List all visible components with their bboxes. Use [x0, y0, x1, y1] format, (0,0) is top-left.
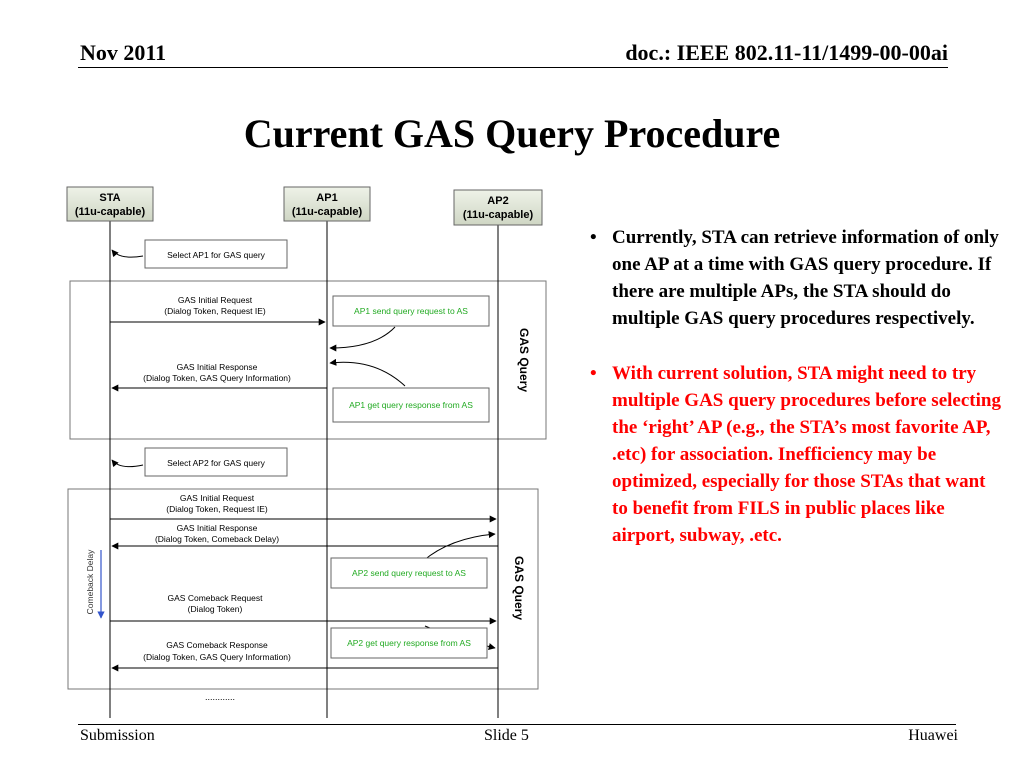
- msg-g1-req-l2: (Dialog Token, Request IE): [164, 306, 266, 316]
- note-select-ap1-text: Select AP1 for GAS query: [167, 250, 265, 260]
- group-label-1: GAS Query: [517, 327, 531, 393]
- note-select-ap2-text: Select AP2 for GAS query: [167, 458, 265, 468]
- header-rule: [78, 67, 948, 68]
- footer-submission: Submission: [80, 727, 155, 744]
- msg-g2-cb-req-l2: (Dialog Token): [187, 604, 243, 614]
- msg-g2-cb-resp-l2: (Dialog Token, GAS Query Information): [143, 652, 291, 662]
- ellipsis: ............: [204, 692, 236, 702]
- note-ap2-send-text: AP2 send query request to AS: [352, 568, 466, 578]
- self-arrow-select-ap2: [112, 460, 143, 467]
- bullet-item-1: [590, 224, 1005, 332]
- msg-g2-cb-req-l1: GAS Comeback Request: [167, 593, 263, 603]
- msg-g2-resp-l2: (Dialog Token, Comeback Delay): [154, 534, 280, 544]
- sta-entity-name: STA: [99, 192, 121, 204]
- header-doc-id: doc.: IEEE 802.11-11/1499-00-00ai: [625, 40, 948, 65]
- note-ap1-send-text: AP1 send query request to AS: [354, 306, 468, 316]
- bullet-dot: •: [590, 363, 597, 384]
- ap1-entity-name: AP1: [316, 192, 338, 204]
- slide-title: Current GAS Query Procedure: [243, 111, 781, 156]
- msg-g2-cb-resp-l1: GAS Comeback Response: [166, 640, 268, 650]
- ap1-entity-box: [284, 187, 370, 221]
- msg-g1-resp-l2: (Dialog Token, GAS Query Information): [143, 373, 291, 383]
- ap1-entity-sub: (11u-capable): [291, 206, 363, 218]
- gas-sequence-diagram: [55, 178, 555, 718]
- msg-g2-resp-l1: GAS Initial Response: [176, 523, 258, 533]
- ap2-entity-name: AP2: [487, 195, 509, 207]
- bullet-item-2: [590, 360, 1005, 549]
- bullet-text-2: With current solution, STA might need to try multiple GAS query procedures before selecting the ‘right’ AP (e.g., the STA’s most favorite AP, .etc) for association. Inefficiency may be optimized, especially for those STAs that want to benefit from FILS in public places like airport, subway, .etc.: [612, 363, 1001, 546]
- msg-g1-resp-l1: GAS Initial Response: [176, 362, 258, 372]
- msg-g2-req-l2: (Dialog Token, Request IE): [166, 504, 268, 514]
- note-ap1-get-text: AP1 get query response from AS: [349, 400, 473, 410]
- header-date: Nov 2011: [80, 40, 167, 65]
- footer-rule: [78, 724, 956, 725]
- footer-company: Huawei: [908, 727, 958, 744]
- bullet-text-1: Currently, STA can retrieve information of only one AP at a time with GAS query procedure. If there are multiple APs, the STA should do multiple GAS query procedures respectively.: [612, 227, 999, 329]
- sta-entity-box: [67, 187, 153, 221]
- comeback-delay-label: Comeback Delay: [85, 549, 95, 615]
- self-arrow-select-ap1: [112, 250, 143, 257]
- footer-slide-number: Slide 5: [484, 727, 529, 744]
- sta-entity-sub: (11u-capable): [74, 206, 146, 218]
- group-label-2: GAS Query: [512, 555, 526, 621]
- bullet-dot: •: [590, 227, 597, 248]
- msg-g1-req-l1: GAS Initial Request: [177, 295, 253, 305]
- ap2-entity-sub: (11u-capable): [462, 209, 534, 221]
- note-ap2-get-text: AP2 get query response from AS: [347, 638, 471, 648]
- ap2-entity-box: [454, 190, 542, 225]
- msg-g2-req-l1: GAS Initial Request: [179, 493, 255, 503]
- bullet-list: [590, 224, 1005, 577]
